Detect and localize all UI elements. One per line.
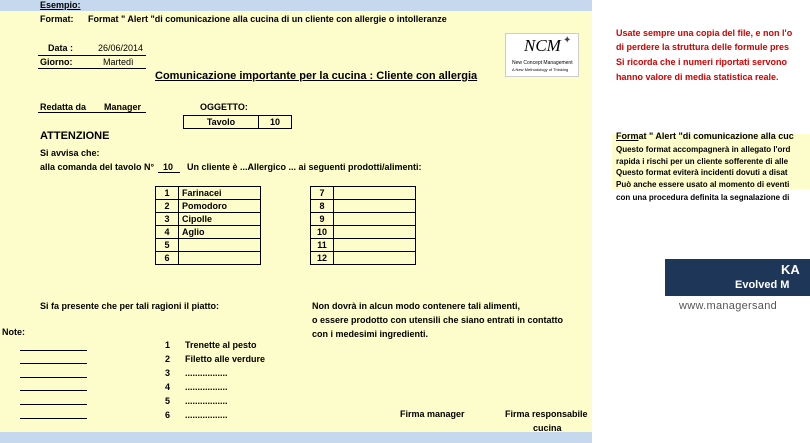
- info-title-prefix: Form: [616, 131, 639, 141]
- allergen-item[interactable]: Farinacei: [179, 187, 261, 200]
- dish-name[interactable]: .................: [185, 382, 228, 392]
- instructions-panel: [592, 0, 810, 443]
- allergen-number[interactable]: 9: [311, 213, 334, 226]
- order-suffix[interactable]: Un cliente è ...Allergico ... ai seguenti prodotti/alimenti:: [187, 162, 422, 172]
- dish-name[interactable]: Filetto alle verdure: [185, 354, 266, 364]
- dish-number: 3: [165, 368, 171, 378]
- info-line-5[interactable]: con una procedura definita la segnalazione di: [616, 193, 790, 202]
- dish-notice[interactable]: Si fa presente che per tali ragioni il piatto:: [40, 301, 220, 311]
- allergen-number[interactable]: 8: [311, 200, 334, 213]
- allergen-item[interactable]: [334, 239, 416, 252]
- allergen-number[interactable]: 12: [311, 252, 334, 265]
- table-row: [156, 226, 261, 239]
- note-line[interactable]: [20, 350, 87, 351]
- dish-number: 5: [165, 396, 171, 406]
- date-underline: [38, 55, 146, 56]
- banner-line-2: Evolved M: [735, 279, 790, 291]
- dish-number: 6: [165, 410, 171, 420]
- logo-subtitle-1: New Concept Management: [512, 60, 573, 66]
- allergen-item[interactable]: Cipolle: [179, 213, 261, 226]
- day-value[interactable]: Martedì: [103, 57, 134, 67]
- kitchen-signature-label-1[interactable]: Firma responsabile: [505, 409, 588, 419]
- day-label[interactable]: Giorno:: [40, 57, 73, 67]
- brand-banner[interactable]: [665, 259, 810, 296]
- day-underline: [38, 68, 146, 69]
- allergen-number[interactable]: 3: [156, 213, 179, 226]
- date-label[interactable]: Data :: [48, 43, 74, 53]
- logo-text: NCM: [524, 36, 561, 55]
- footer-band: [0, 432, 592, 443]
- drafted-by-label[interactable]: Redatta da: [40, 102, 87, 112]
- must-not-line-1[interactable]: Non dovrà in alcun modo contenere tali alimenti,: [312, 301, 521, 311]
- allergen-number[interactable]: 10: [311, 226, 334, 239]
- must-not-line-3[interactable]: con i medesimi ingredienti.: [312, 329, 429, 339]
- table-number-box: [183, 115, 292, 129]
- allergen-number[interactable]: 1: [156, 187, 179, 200]
- table-row: [156, 239, 261, 252]
- main-title[interactable]: Comunicazione importante per la cucina : Cliente con allergia: [155, 70, 478, 82]
- order-table-underline: [158, 172, 180, 173]
- dish-number: 4: [165, 382, 171, 392]
- drafted-by-value[interactable]: Manager: [104, 102, 142, 112]
- date-value[interactable]: 26/06/2014: [98, 43, 144, 53]
- info-line-4[interactable]: Può anche essere usato al momento di eventi: [616, 180, 790, 189]
- info-line-1[interactable]: Questo format accompagnerà in allegato l'ord: [616, 145, 791, 154]
- allergen-number[interactable]: 7: [311, 187, 334, 200]
- allergen-item[interactable]: Pomodoro: [179, 200, 261, 213]
- info-line-2[interactable]: rapida i rischi per un cliente sofferente di alle: [616, 157, 789, 166]
- notice-text[interactable]: Si avvisa che:: [40, 148, 100, 158]
- dish-number: 1: [165, 340, 171, 350]
- table-row: [311, 213, 416, 226]
- info-line-3[interactable]: Questo format eviterà incidenti dovuti a disat: [616, 168, 788, 177]
- example-label[interactable]: Esempio:: [40, 0, 81, 10]
- warning-line-3[interactable]: Si ricorda che i numeri riportati servono: [616, 57, 788, 67]
- allergen-number[interactable]: 11: [311, 239, 334, 252]
- table-row: [311, 187, 416, 200]
- table-row: [156, 252, 261, 265]
- allergen-item[interactable]: [334, 226, 416, 239]
- allergen-item[interactable]: [334, 252, 416, 265]
- allergen-number[interactable]: 2: [156, 200, 179, 213]
- website-link[interactable]: www.managersand: [679, 300, 778, 312]
- table-row: [156, 200, 261, 213]
- allergen-item[interactable]: [179, 239, 261, 252]
- allergen-item[interactable]: [334, 200, 416, 213]
- dish-number: 2: [165, 354, 171, 364]
- table-value[interactable]: 10: [259, 116, 292, 129]
- allergen-item[interactable]: [179, 252, 261, 265]
- note-line[interactable]: [20, 418, 87, 419]
- allergen-table-left: [155, 186, 261, 265]
- info-title-rest: at " Alert "di comunicazione alla cuc: [638, 131, 794, 141]
- ncm-logo: [505, 33, 579, 77]
- note-line[interactable]: [20, 390, 87, 391]
- info-title[interactable]: [616, 131, 794, 141]
- table-row: [156, 187, 261, 200]
- subject-label[interactable]: OGGETTO:: [200, 102, 248, 112]
- allergen-item[interactable]: [334, 187, 416, 200]
- note-line[interactable]: [20, 363, 87, 364]
- logo-sparkle-icon: ✦: [563, 35, 572, 46]
- format-label[interactable]: Format:: [40, 14, 74, 24]
- format-description[interactable]: Format " Alert "di comunicazione alla cucina di un cliente con allergie o intolleranze: [88, 14, 447, 24]
- allergen-item[interactable]: [334, 213, 416, 226]
- table-label[interactable]: Tavolo: [184, 116, 259, 129]
- table-row: [156, 213, 261, 226]
- drafted-underline: [38, 112, 146, 113]
- table-row: [311, 200, 416, 213]
- attention-heading[interactable]: ATTENZIONE: [40, 130, 110, 142]
- allergen-number[interactable]: 5: [156, 239, 179, 252]
- allergen-number[interactable]: 6: [156, 252, 179, 265]
- dish-name[interactable]: .................: [185, 396, 228, 406]
- table-row: [311, 252, 416, 265]
- table-row: [311, 226, 416, 239]
- warning-line-4[interactable]: hanno valore di media statistica reale.: [616, 72, 779, 82]
- order-prefix[interactable]: alla comanda del tavolo N°: [40, 162, 155, 172]
- order-table-number[interactable]: 10: [163, 162, 174, 172]
- dish-name[interactable]: .................: [185, 368, 228, 378]
- must-not-line-2[interactable]: o essere prodotto con utensili che siano entrati in contatto: [312, 315, 564, 325]
- logo-subtitle-2: A New Methodology of Thinking: [512, 67, 569, 72]
- warning-line-1[interactable]: Usate sempre una copia del file, e non l'o: [616, 28, 793, 38]
- header-band: [0, 0, 592, 11]
- dish-name[interactable]: Trenette al pesto: [185, 340, 257, 350]
- banner-line-1: KA: [781, 262, 800, 277]
- table-row: [311, 239, 416, 252]
- allergen-number[interactable]: 4: [156, 226, 179, 239]
- allergen-table-right: [310, 186, 416, 265]
- note-line[interactable]: [20, 377, 87, 378]
- notes-label[interactable]: Note:: [2, 327, 25, 337]
- note-line[interactable]: [20, 404, 87, 405]
- allergen-item[interactable]: Aglio: [179, 226, 261, 239]
- kitchen-signature-label-2[interactable]: cucina: [533, 423, 562, 433]
- dish-name[interactable]: .................: [185, 410, 228, 420]
- warning-line-2[interactable]: di perdere la struttura delle formule pres: [616, 42, 790, 52]
- manager-signature-label[interactable]: Firma manager: [400, 409, 465, 419]
